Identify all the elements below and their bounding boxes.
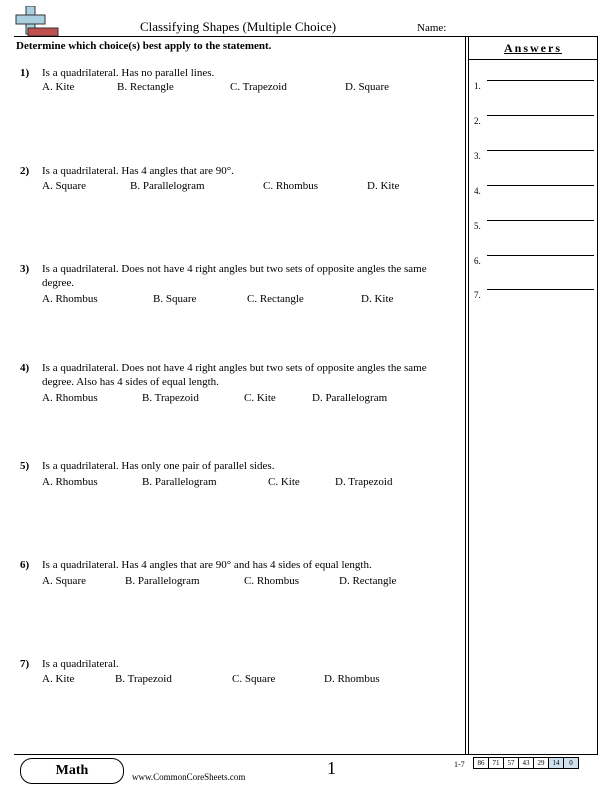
score-cell: 43	[518, 757, 534, 769]
answer-key-panel	[468, 36, 598, 754]
answer-label-2: 2.	[474, 116, 481, 126]
choice-c[interactable]: C. Rectangle	[247, 293, 304, 305]
page-number: 1	[327, 758, 336, 778]
answers-heading-text: Answers	[504, 41, 562, 55]
choice-a[interactable]: A. Rhombus	[42, 392, 98, 404]
choice-d[interactable]: D. Rectangle	[339, 575, 397, 587]
answer-label-7: 7.	[474, 290, 481, 300]
score-cell: 29	[533, 757, 549, 769]
question-stem: Is a quadrilateral. Does not have 4 right angles but two sets of opposite angles the same degree. Also has 4 sides of equal length.	[42, 362, 427, 388]
score-range-label: 1-7	[454, 760, 465, 769]
choice-a[interactable]: A. Square	[42, 575, 86, 587]
answer-line-3[interactable]	[487, 150, 594, 151]
choice-b[interactable]: B. Parallelogram	[125, 575, 200, 587]
answer-label-5: 5.	[474, 221, 481, 231]
choice-a[interactable]: A. Kite	[42, 673, 75, 685]
question-stem: Is a quadrilateral.	[42, 658, 119, 670]
score-cell: 86	[473, 757, 489, 769]
plus-minus-logo-icon	[14, 6, 60, 38]
question-number: 3)	[20, 263, 30, 275]
website-text: www.CommonCoreSheets.com	[132, 772, 246, 782]
choice-c[interactable]: C. Trapezoid	[230, 81, 287, 93]
question-number: 1)	[20, 67, 30, 79]
score-cell: 0	[563, 757, 579, 769]
math-badge: Math	[20, 758, 124, 784]
question-number: 4)	[20, 362, 30, 374]
answer-label-1: 1.	[474, 81, 481, 91]
question-stem: Is a quadrilateral. Does not have 4 right angles but two sets of opposite angles the same degree.	[42, 263, 427, 289]
choice-a[interactable]: A. Rhombus	[42, 476, 98, 488]
choice-d[interactable]: D. Parallelogram	[312, 392, 388, 404]
choice-a[interactable]: A. Square	[42, 180, 86, 192]
score-cell: 57	[503, 757, 519, 769]
choice-a[interactable]: A. Rhombus	[42, 293, 98, 305]
answer-line-4[interactable]	[487, 185, 594, 186]
answer-line-1[interactable]	[487, 80, 594, 81]
choice-d[interactable]: D. Trapezoid	[335, 476, 393, 488]
choice-c[interactable]: C. Rhombus	[244, 575, 300, 587]
choice-b[interactable]: B. Rectangle	[117, 81, 174, 93]
question-stem: Is a quadrilateral. Has 4 angles that are 90°.	[42, 165, 234, 177]
answer-line-5[interactable]	[487, 220, 594, 221]
choice-b[interactable]: B. Square	[153, 293, 197, 305]
name-label: Name:	[417, 22, 447, 34]
question-stem: Is a quadrilateral. Has 4 angles that are 90° and has 4 sides of equal length.	[42, 559, 372, 571]
question-number: 6)	[20, 559, 30, 571]
choice-c[interactable]: C. Rhombus	[263, 180, 319, 192]
choice-d[interactable]: D. Square	[345, 81, 389, 93]
choice-c[interactable]: C. Kite	[268, 476, 300, 488]
choice-d[interactable]: D. Kite	[361, 293, 394, 305]
page-title: Classifying Shapes (Multiple Choice)	[140, 19, 337, 34]
choice-d[interactable]: D. Kite	[367, 180, 400, 192]
choice-c[interactable]: C. Kite	[244, 392, 276, 404]
answer-label-4: 4.	[474, 186, 481, 196]
score-cell: 14	[548, 757, 564, 769]
question-stem: Is a quadrilateral. Has no parallel lines.	[42, 67, 215, 79]
question-number: 5)	[20, 460, 30, 472]
instructions: Determine which choice(s) best apply to the statement.	[16, 40, 272, 52]
answers-heading	[468, 36, 598, 60]
answer-label-6: 6.	[474, 256, 481, 266]
choice-d[interactable]: D. Rhombus	[324, 673, 380, 685]
choice-a[interactable]: A. Kite	[42, 81, 75, 93]
choice-b[interactable]: B. Parallelogram	[142, 476, 217, 488]
choice-c[interactable]: C. Square	[232, 673, 276, 685]
question-stem: Is a quadrilateral. Has only one pair of parallel sides.	[42, 460, 275, 472]
answer-line-2[interactable]	[487, 115, 594, 116]
footer-rule	[14, 754, 598, 755]
question-number: 2)	[20, 165, 30, 177]
choice-b[interactable]: B. Trapezoid	[142, 392, 199, 404]
score-table	[474, 757, 579, 769]
answer-line-6[interactable]	[487, 255, 594, 256]
choice-b[interactable]: B. Parallelogram	[130, 180, 205, 192]
answer-label-3: 3.	[474, 151, 481, 161]
score-cell: 71	[488, 757, 504, 769]
answer-line-7[interactable]	[487, 289, 594, 290]
question-number: 7)	[20, 658, 30, 670]
choice-b[interactable]: B. Trapezoid	[115, 673, 172, 685]
